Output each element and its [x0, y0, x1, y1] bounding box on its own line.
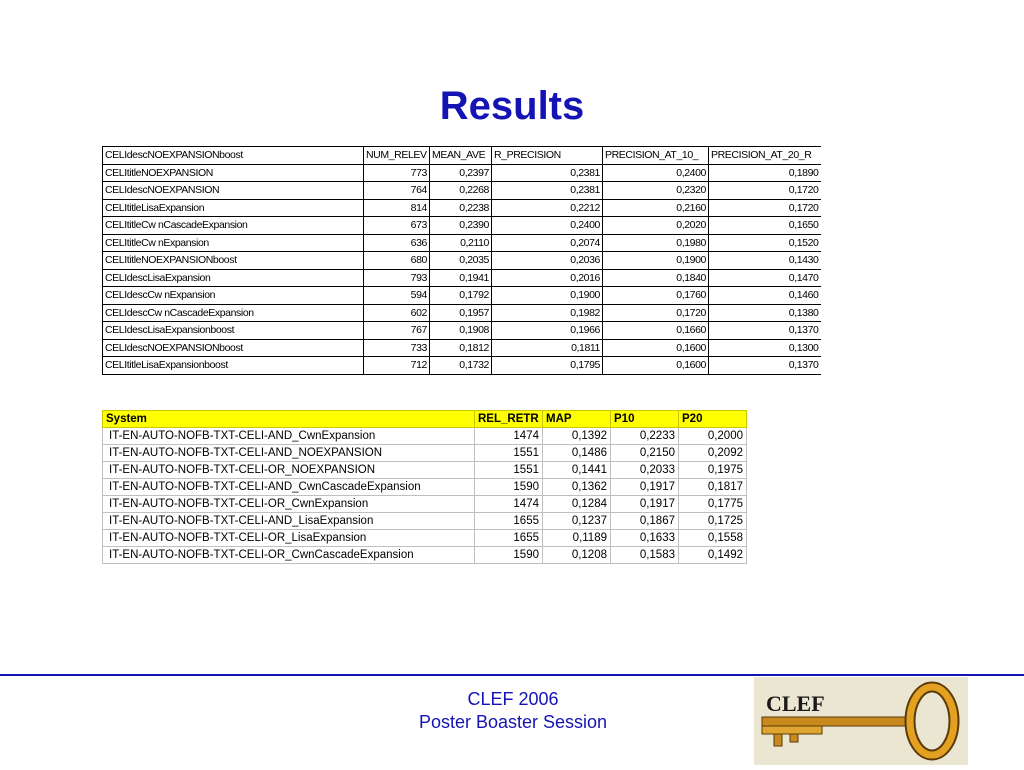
table1-cell: 0,2400: [492, 217, 603, 235]
table1-cell: 0,1941: [430, 269, 492, 287]
table1-header-cell: PRECISION_AT_20_R: [709, 147, 821, 165]
table2-cell: 1590: [475, 479, 543, 496]
table1-cell: 0,2381: [492, 182, 603, 200]
table1-cell: CELItitleCw nCascadeExpansion: [103, 217, 364, 235]
table2-cell: IT-EN-AUTO-NOFB-TXT-CELI-OR_CwnExpansion: [103, 496, 475, 513]
table1-header-cell: CELIdescNOEXPANSIONboost: [103, 147, 364, 165]
table1-row: [103, 252, 821, 270]
table1-cell: 0,1732: [430, 357, 492, 375]
table2-row: [103, 547, 747, 564]
table1-cell: CELIdescCw nExpansion: [103, 287, 364, 305]
table1-cell: 767: [364, 322, 430, 340]
table2-cell: 0,2033: [611, 462, 679, 479]
table1-cell: 0,1812: [430, 339, 492, 357]
table2-header-cell: P10: [611, 411, 679, 428]
table2-cell: 0,1917: [611, 496, 679, 513]
table2-row: [103, 496, 747, 513]
table1-cell: 0,2390: [430, 217, 492, 235]
table1-cell: 636: [364, 234, 430, 252]
table2-cell: 0,1917: [611, 479, 679, 496]
table2-cell: 0,1817: [679, 479, 747, 496]
table2-cell: 1474: [475, 496, 543, 513]
table1-cell: 0,2397: [430, 164, 492, 182]
table1-cell: 0,1792: [430, 287, 492, 305]
table1-row: [103, 287, 821, 305]
table2-cell: 0,1392: [543, 428, 611, 445]
table1-cell: 680: [364, 252, 430, 270]
table1-cell: 0,1900: [603, 252, 709, 270]
table1-cell: CELIdescNOEXPANSION: [103, 182, 364, 200]
table1-cell: CELIdescLisaExpansionboost: [103, 322, 364, 340]
table1-header-cell: PRECISION_AT_10_: [603, 147, 709, 165]
table1-cell: 0,2400: [603, 164, 709, 182]
table1-cell: 0,1470: [709, 269, 821, 287]
footer-session: Poster Boaster Session: [418, 712, 608, 732]
table1-cell: 0,1840: [603, 269, 709, 287]
table2-cell: 1655: [475, 530, 543, 547]
table1-cell: 0,1600: [603, 339, 709, 357]
table1-cell: 764: [364, 182, 430, 200]
table1-header-cell: R_PRECISION: [492, 147, 603, 165]
results-table-1: [102, 146, 821, 375]
table1-row: [103, 199, 821, 217]
table1-row: [103, 182, 821, 200]
table2-row: [103, 428, 747, 445]
table1-cell: 0,1600: [603, 357, 709, 375]
table1-cell: 0,1460: [709, 287, 821, 305]
table1-cell: 0,1370: [709, 322, 821, 340]
table1-cell: 793: [364, 269, 430, 287]
table1-cell: 0,2036: [492, 252, 603, 270]
table1-row: [103, 164, 821, 182]
footer-divider: [0, 674, 1024, 676]
clef-key-logo-image: [754, 677, 968, 765]
table1-header-row: [103, 147, 821, 165]
table2-cell: IT-EN-AUTO-NOFB-TXT-CELI-OR_NOEXPANSION: [103, 462, 475, 479]
table2-header-cell: MAP: [543, 411, 611, 428]
table1-cell: 0,1795: [492, 357, 603, 375]
table1-cell: CELItitleLisaExpansionboost: [103, 357, 364, 375]
table1-row: [103, 322, 821, 340]
table1-cell: 0,1370: [709, 357, 821, 375]
table1-cell: 712: [364, 357, 430, 375]
table1-cell: 0,2016: [492, 269, 603, 287]
table1-cell: 773: [364, 164, 430, 182]
table1-cell: 0,1720: [709, 199, 821, 217]
table2-header-row: [103, 411, 747, 428]
table1-cell: 0,1430: [709, 252, 821, 270]
table1-cell: 733: [364, 339, 430, 357]
table1-cell: 0,1811: [492, 339, 603, 357]
table1-cell: 0,2238: [430, 199, 492, 217]
table2-cell: 0,1975: [679, 462, 747, 479]
table1-cell: 0,2110: [430, 234, 492, 252]
table2-cell: 0,1441: [543, 462, 611, 479]
table2-cell: 0,2000: [679, 428, 747, 445]
table2-row: [103, 462, 747, 479]
table1-cell: 0,2381: [492, 164, 603, 182]
table1-cell: 0,1980: [603, 234, 709, 252]
table1-cell: 0,1957: [430, 304, 492, 322]
clef-logo: [754, 677, 968, 765]
table2-row: [103, 445, 747, 462]
table1-header-cell: MEAN_AVE: [430, 147, 492, 165]
table1-cell: 0,2160: [603, 199, 709, 217]
table1-cell: 594: [364, 287, 430, 305]
table2-cell: 0,1775: [679, 496, 747, 513]
table2-cell: 1551: [475, 445, 543, 462]
table1-cell: CELItitleNOEXPANSION: [103, 164, 364, 182]
table1-cell: 0,1520: [709, 234, 821, 252]
table1-cell: 0,2320: [603, 182, 709, 200]
table1-cell: 0,2035: [430, 252, 492, 270]
table1-cell: 0,2074: [492, 234, 603, 252]
table1-cell: 0,1380: [709, 304, 821, 322]
table2-row: [103, 479, 747, 496]
table1-row: [103, 304, 821, 322]
table2-cell: 0,1284: [543, 496, 611, 513]
table2-cell: 1590: [475, 547, 543, 564]
table2-cell: 0,1492: [679, 547, 747, 564]
table1-cell: CELIdescNOEXPANSIONboost: [103, 339, 364, 357]
table2-cell: 1551: [475, 462, 543, 479]
table1-cell: 0,1966: [492, 322, 603, 340]
table1-cell: CELItitleNOEXPANSIONboost: [103, 252, 364, 270]
table1-row: [103, 357, 821, 375]
table2-cell: 0,1237: [543, 513, 611, 530]
table2-row: [103, 513, 747, 530]
results-table-2: [102, 410, 747, 564]
footer-conference: CLEF 2006: [467, 689, 559, 709]
table1-cell: 0,1890: [709, 164, 821, 182]
table2-cell: 1655: [475, 513, 543, 530]
table1-cell: 0,2020: [603, 217, 709, 235]
table1-cell: 0,1300: [709, 339, 821, 357]
footer-caption: [350, 688, 676, 734]
table1-cell: 0,1660: [603, 322, 709, 340]
table1-cell: CELIdescCw nCascadeExpansion: [103, 304, 364, 322]
table1-row: [103, 269, 821, 287]
table1-row: [103, 234, 821, 252]
table1-row: [103, 339, 821, 357]
table2-cell: 0,1867: [611, 513, 679, 530]
table1-cell: 0,2212: [492, 199, 603, 217]
slide-title: Results: [439, 84, 585, 128]
svg-text:CLEF: CLEF: [766, 691, 825, 716]
table1-cell: CELItitleLisaExpansion: [103, 199, 364, 217]
table2-cell: 0,1486: [543, 445, 611, 462]
table2-cell: 0,2150: [611, 445, 679, 462]
table2-cell: 0,1362: [543, 479, 611, 496]
table1-header-cell: NUM_RELEV: [364, 147, 430, 165]
table1-cell: 0,2268: [430, 182, 492, 200]
table1-cell: 673: [364, 217, 430, 235]
table1-cell: CELItitleCw nExpansion: [103, 234, 364, 252]
table2-cell: 0,2233: [611, 428, 679, 445]
table2-cell: 0,1583: [611, 547, 679, 564]
table1-cell: 0,1720: [709, 182, 821, 200]
table2-cell: 0,1725: [679, 513, 747, 530]
table1-cell: 602: [364, 304, 430, 322]
table2-cell: IT-EN-AUTO-NOFB-TXT-CELI-AND_LisaExpansion: [103, 513, 475, 530]
table1-cell: 0,1720: [603, 304, 709, 322]
table2-header-cell: REL_RETR: [475, 411, 543, 428]
table1-cell: 814: [364, 199, 430, 217]
table1-cell: 0,1760: [603, 287, 709, 305]
table2-row: [103, 530, 747, 547]
table2-cell: IT-EN-AUTO-NOFB-TXT-CELI-OR_CwnCascadeExpansion: [103, 547, 475, 564]
table2-cell: 1474: [475, 428, 543, 445]
table2-cell: 0,1558: [679, 530, 747, 547]
table1-cell: 0,1650: [709, 217, 821, 235]
table2-cell: IT-EN-AUTO-NOFB-TXT-CELI-OR_LisaExpansion: [103, 530, 475, 547]
table2-cell: 0,1189: [543, 530, 611, 547]
table2-cell: IT-EN-AUTO-NOFB-TXT-CELI-AND_CwnExpansion: [103, 428, 475, 445]
table2-cell: IT-EN-AUTO-NOFB-TXT-CELI-AND_NOEXPANSION: [103, 445, 475, 462]
table1-cell: CELIdescLisaExpansion: [103, 269, 364, 287]
table1-row: [103, 217, 821, 235]
table1-cell: 0,1900: [492, 287, 603, 305]
table2-cell: 0,1633: [611, 530, 679, 547]
table1-cell: 0,1908: [430, 322, 492, 340]
table2-header-cell: System: [103, 411, 475, 428]
table1-cell: 0,1982: [492, 304, 603, 322]
table2-cell: IT-EN-AUTO-NOFB-TXT-CELI-AND_CwnCascadeExpansion: [103, 479, 475, 496]
table2-cell: 0,2092: [679, 445, 747, 462]
table2-header-cell: P20: [679, 411, 747, 428]
table2-cell: 0,1208: [543, 547, 611, 564]
